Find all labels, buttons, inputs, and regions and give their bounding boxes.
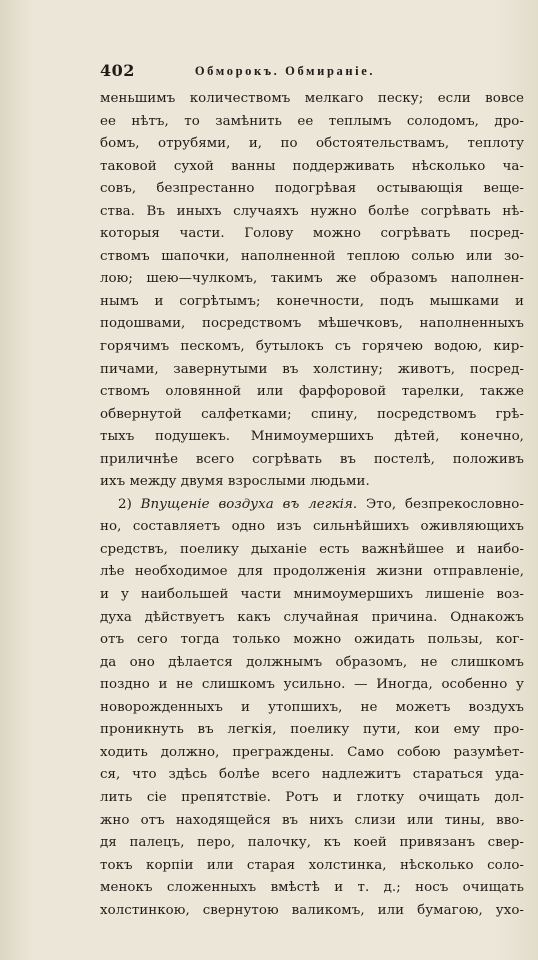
text-line: ходить должно, преграждены. Само собою разумѣет- bbox=[100, 744, 524, 760]
text-line: лѣе необходимое для продолженія жизни отправленіе, bbox=[100, 564, 524, 580]
text-line: средствъ, поелику дыханіе есть важнѣйшее и наибо- bbox=[100, 541, 524, 557]
text-line: отъ сего тогда только можно ожидать пользы, ког- bbox=[100, 632, 524, 648]
paragraph-heading: Впущеніе воздуха въ легкія. bbox=[140, 496, 358, 512]
text-line: горячимъ пескомъ, бутылокъ съ горячею водою, кир- bbox=[100, 339, 524, 355]
text-line: лить сіе препятствіе. Ротъ и глотку очищать дол- bbox=[100, 789, 524, 805]
paragraph-first-text: Это, безпрекословно- bbox=[365, 496, 524, 512]
text-line: ее нѣтъ, то замѣнить ее теплымъ солодомъ, дро- bbox=[100, 113, 524, 129]
text-line: которыя части. Голову можно согрѣвать посред- bbox=[100, 226, 524, 242]
text-line: бомъ, отрубями, и, по обстоятельствамъ, теплоту bbox=[100, 136, 524, 152]
text-line: тыхъ подушекъ. Мнимоумершихъ дѣтей, конечно, bbox=[100, 429, 524, 445]
text-line: да оно дѣлается должнымъ образомъ, не слишкомъ bbox=[100, 654, 524, 670]
text-line: обвернутой салфетками; спину, посредствомъ грѣ- bbox=[100, 406, 524, 422]
text-line: меньшимъ количествомъ мелкаго песку; если вовсе bbox=[100, 91, 524, 106]
text-line: ства. Въ иныхъ случаяхъ нужно болѣе согрѣвать нѣ- bbox=[100, 203, 524, 219]
text-line: но, составляетъ одно изъ сильнѣйшихъ оживляющихъ bbox=[100, 519, 524, 535]
text-line: дя палецъ, перо, палочку, къ коей привязанъ свер- bbox=[100, 835, 524, 851]
text-line: духа дѣйствуетъ какъ случайная причина. Однакожъ bbox=[100, 609, 524, 625]
text-line: пичами, завернутыми въ холстину; животъ, посред- bbox=[100, 361, 524, 377]
text-line: новорожденныхъ и утопшихъ, не можетъ воздухъ bbox=[100, 699, 524, 715]
paragraph-2-first-line bbox=[100, 494, 524, 517]
body-text bbox=[100, 88, 524, 922]
text-line: жно отъ находящейся въ нихъ слизи или тины, вво- bbox=[100, 812, 524, 828]
page-number: 402 bbox=[100, 61, 135, 80]
text-line: приличнѣе всего согрѣвать въ постелѣ, положивъ bbox=[100, 451, 524, 467]
text-line: совъ, безпрестанно подогрѣвая остывающія веще- bbox=[100, 181, 524, 197]
text-line: нымъ и согрѣтымъ; конечности, подъ мышками и bbox=[100, 293, 524, 309]
text-line: подошвами, посредствомъ мѣшечковъ, наполненныхъ bbox=[100, 316, 524, 332]
text-line: холстинкою, свернутою валикомъ, или бумагою, ухо- bbox=[100, 902, 524, 918]
text-line: токъ корпіи или старая холстинка, нѣсколько соло- bbox=[100, 857, 524, 873]
text-line: поздно и не слишкомъ усильно. — Иногда, особенно у bbox=[100, 677, 524, 693]
text-line: ствомъ оловянной или фарфоровой тарелки, также bbox=[100, 384, 524, 400]
page-header bbox=[100, 59, 436, 83]
paragraph-number: 2) bbox=[118, 496, 132, 512]
running-title: Обморокъ. Обмираніе. bbox=[194, 64, 376, 78]
text-line: ствомъ шапочки, наполненной теплою солью или зо- bbox=[100, 248, 524, 264]
text-line: проникнуть въ легкія, поелику пути, кои ему про- bbox=[100, 722, 524, 738]
paragraph-end-line: ихъ между двумя взрослыми людьми. bbox=[100, 474, 370, 490]
text-line: таковой сухой ванны поддерживать нѣсколько ча- bbox=[100, 158, 524, 174]
text-line: и у наибольшей части мнимоумершихъ лишеніе воз- bbox=[100, 587, 524, 603]
text-line: менокъ сложенныхъ вмѣстѣ и т. д.; носъ очищать bbox=[100, 880, 524, 896]
text-line: лою; шею—чулкомъ, такимъ же образомъ наполнен- bbox=[100, 271, 524, 287]
text-line: ся, что здѣсь болѣе всего надлежитъ стараться уда- bbox=[100, 767, 524, 783]
